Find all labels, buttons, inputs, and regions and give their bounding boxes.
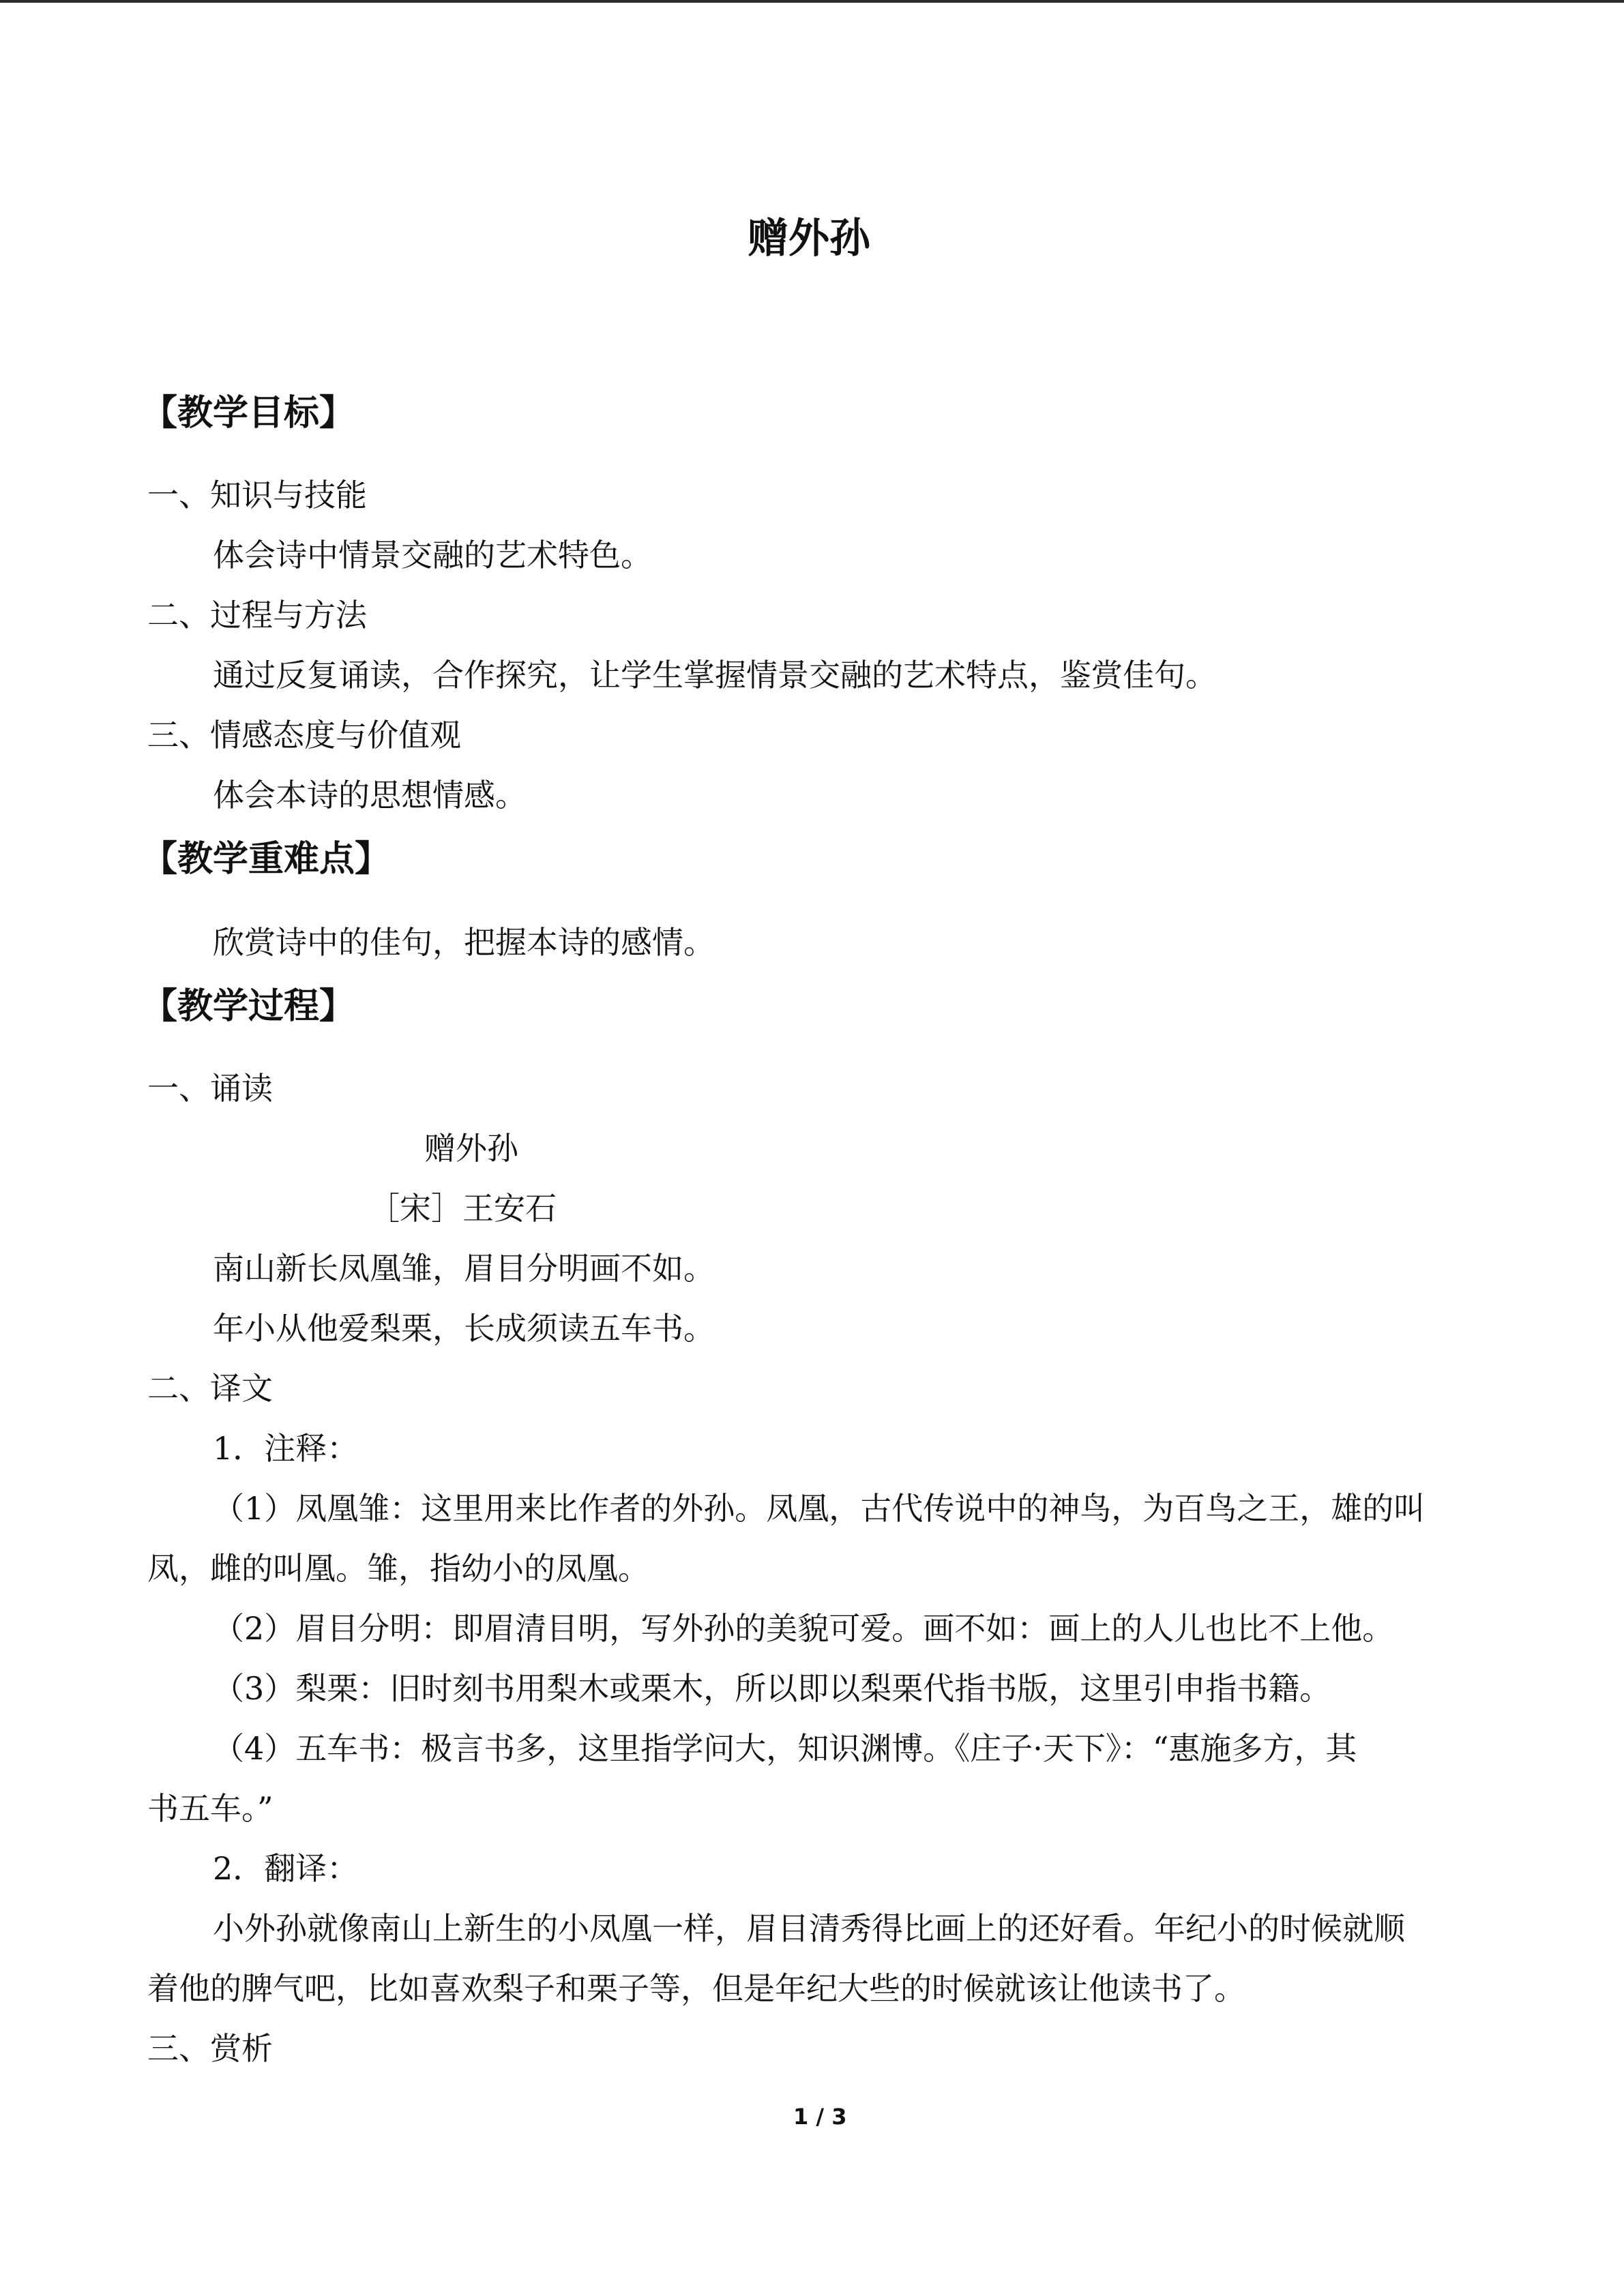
translation-text-line-1: 小外孙就像南山上新生的小凤凰一样，眉目清秀得比画上的还好看。年纪小的时候就顺: [213, 1910, 1405, 1947]
section-heading-process: 【教学过程】: [142, 986, 355, 1027]
goal-text-3: 体会本诗的思想情感。: [213, 777, 527, 814]
note-1-line-1: （1）凤凰雏：这里用来比作者的外孙。凤凰，古代传说中的神鸟，为百鸟之王，雄的叫: [213, 1490, 1426, 1527]
note-4-line-2: 书五车。”: [147, 1790, 274, 1827]
poem-author: ［宋］王安石: [368, 1190, 557, 1227]
section-heading-key-points: 【教学重难点】: [142, 839, 391, 880]
note-1-line-2: 凤，雌的叫凰。雏，指幼小的凤凰。: [147, 1550, 649, 1587]
translation-text-line-2: 着他的脾气吧，比如喜欢梨子和栗子等，但是年纪大些的时候就该让他读书了。: [147, 1970, 1245, 2007]
notes-label: 1．注释：: [213, 1430, 359, 1467]
note-4-line-1: （4）五车书：极言书多，这里指学问大，知识渊博。《庄子·天下》：“惠施多方，其: [213, 1730, 1357, 1767]
note-2: （2）眉目分明：即眉清目明，写外孙的美貌可爱。画不如：画上的人儿也比不上他。: [213, 1610, 1394, 1647]
translation-label: 二、译文: [147, 1370, 273, 1407]
poem-line-2: 年小从他爱梨栗，长成须读五车书。: [213, 1310, 715, 1347]
translation-subheading: 2．翻译：: [213, 1850, 359, 1887]
goal-text-1: 体会诗中情景交融的艺术特色。: [213, 537, 652, 573]
recitation-label: 一、诵读: [147, 1070, 273, 1107]
goal-label-1: 一、知识与技能: [147, 477, 367, 513]
goal-text-2: 通过反复诵读，合作探究，让学生掌握情景交融的艺术特点，鉴赏佳句。: [213, 657, 1217, 694]
page-number: 1 / 3: [793, 2104, 847, 2130]
note-3: （3）梨栗：旧时刻书用梨木或栗木，所以即以梨栗代指书版，这里引申指书籍。: [213, 1670, 1331, 1707]
poem-title: 赠外孙: [424, 1130, 518, 1167]
goal-label-3: 三、情感态度与价值观: [147, 717, 461, 754]
document-title: 赠外孙: [748, 215, 870, 263]
top-border: [0, 0, 1624, 3]
poem-line-1: 南山新长凤凰雏，眉目分明画不如。: [213, 1250, 715, 1287]
section-heading-goals: 【教学目标】: [142, 393, 355, 434]
key-points-text: 欣赏诗中的佳句，把握本诗的感情。: [213, 924, 715, 961]
goal-label-2: 二、过程与方法: [147, 597, 367, 633]
appreciation-label: 三、赏析: [147, 2030, 273, 2067]
